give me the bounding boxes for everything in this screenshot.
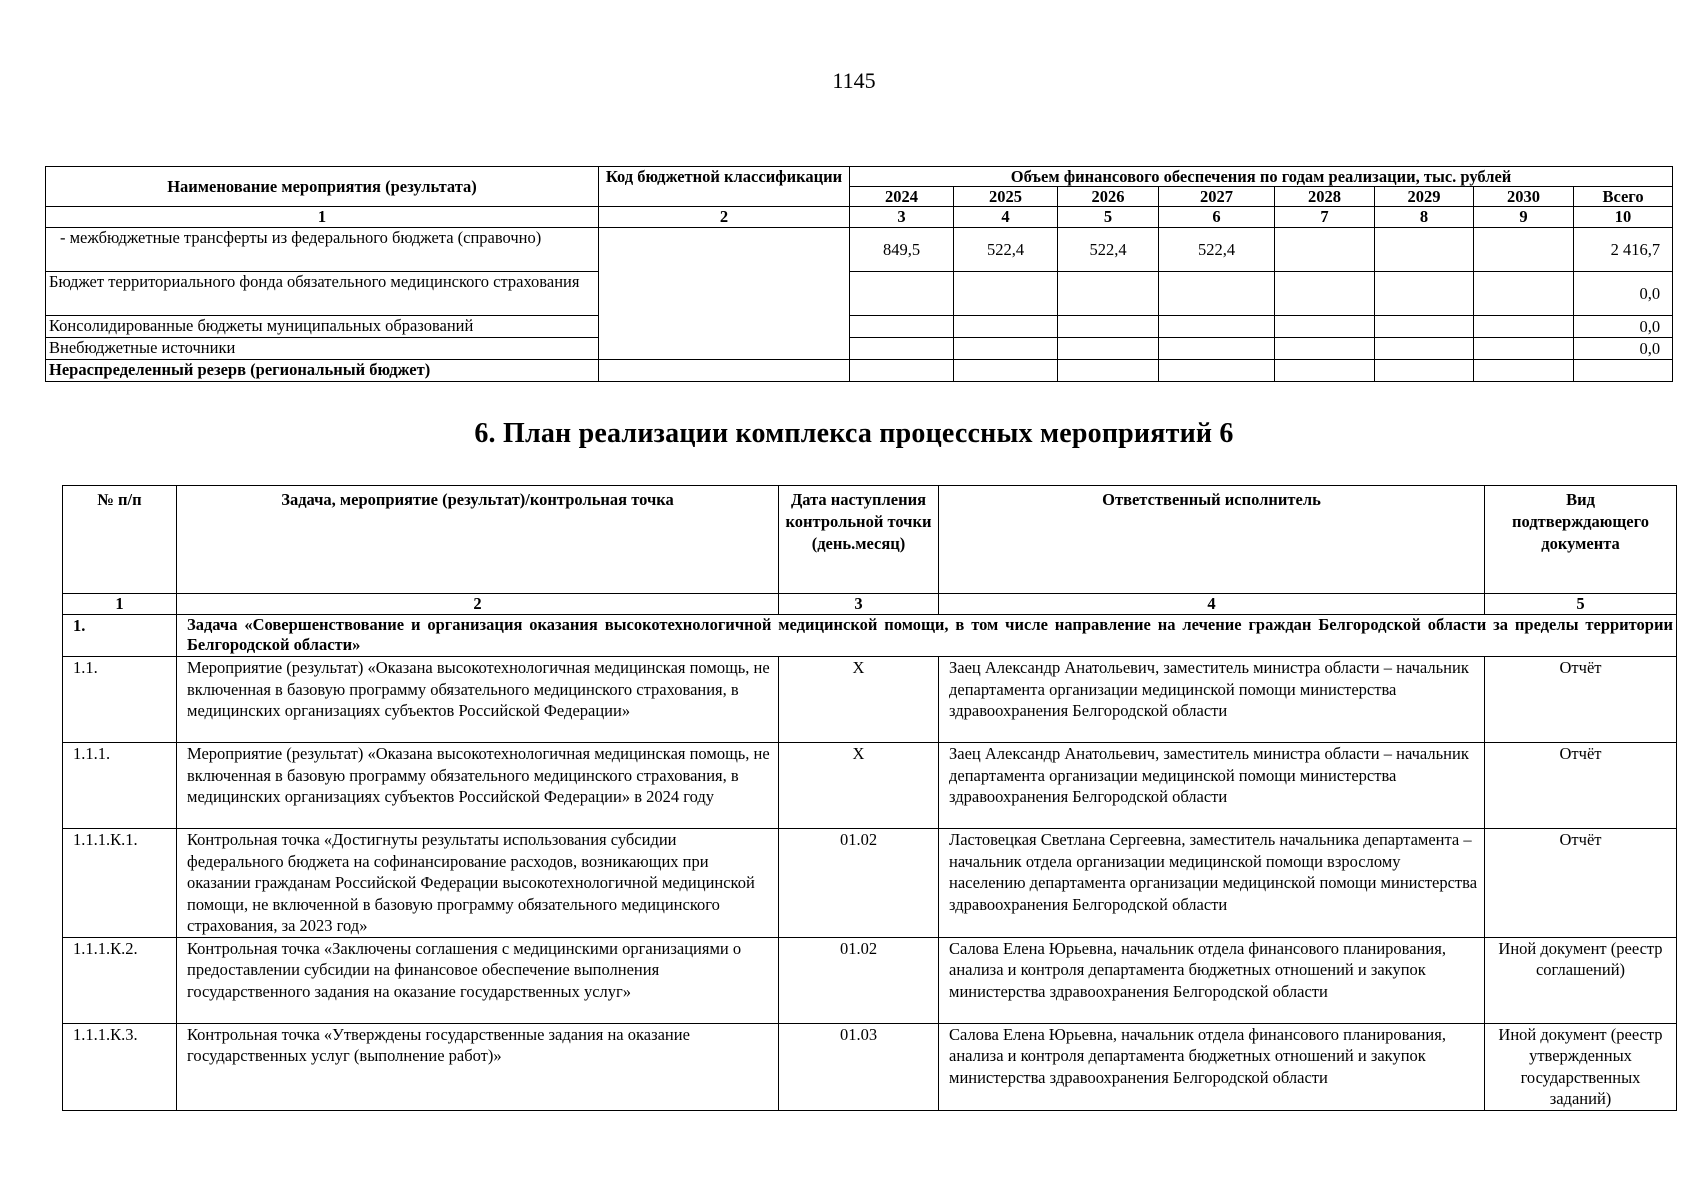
fin-header-total: Всего bbox=[1574, 187, 1673, 207]
year-value bbox=[1474, 316, 1574, 338]
row-responsible: Салова Елена Юрьевна, начальник отдела финансового планирования, анализа и контроля департамента бюджетных отношений и закупок министерства здравоохранения Белгородской области bbox=[939, 937, 1485, 1023]
row-responsible: Салова Елена Юрьевна, начальник отдела финансового планирования, анализа и контроля департамента бюджетных отношений и закупок министерства здравоохранения Белгородской области bbox=[939, 1023, 1485, 1110]
task-text: Задача «Совершенствование и организация оказания высокотехнологичной медицинской помощи, в том числе направление на лечение граждан Белгородской области за пределы территории Белгородской области» bbox=[177, 615, 1677, 657]
column-number: 6 bbox=[1159, 207, 1275, 228]
row-name: Консолидированные бюджеты муниципальных образований bbox=[46, 316, 599, 338]
column-number: 9 bbox=[1474, 207, 1574, 228]
row-number: 1.1.1.К.2. bbox=[63, 937, 177, 1023]
table-row bbox=[46, 272, 1673, 316]
table-row bbox=[63, 829, 1677, 938]
fin-header-volume: Объем финансового обеспечения по годам реализации, тыс. рублей bbox=[850, 167, 1673, 187]
year-value: 522,4 bbox=[954, 228, 1058, 272]
plan-header-number: № п/п bbox=[63, 486, 177, 594]
row-text: Контрольная точка «Утверждены государственные задания на оказание государственных услуг (выполнение работ)» bbox=[177, 1023, 779, 1110]
row-total: 0,0 bbox=[1574, 272, 1673, 316]
row-document: Отчёт bbox=[1485, 743, 1677, 829]
year-value bbox=[954, 272, 1058, 316]
task-row bbox=[63, 615, 1677, 657]
row-responsible: Ластовецкая Светлана Сергеевна, заместитель начальника департамента – начальник отдела организации медицинской помощи взрослому населению департамента организации медицинской помощи министерства здравоохранения Белгородской области bbox=[939, 829, 1485, 938]
year-value bbox=[1375, 360, 1474, 382]
year-value bbox=[850, 360, 954, 382]
row-number: 1.1. bbox=[63, 657, 177, 743]
column-number: 8 bbox=[1375, 207, 1474, 228]
fin-header-year: 2029 bbox=[1375, 187, 1474, 207]
row-date: 01.02 bbox=[779, 829, 939, 938]
table-row bbox=[46, 316, 1673, 338]
row-text: Контрольная точка «Достигнуты результаты использования субсидии федерального бюджета на софинансирование расходов, возникающих при оказании гражданам Российской Федерации высокотехнологичной медицинской помощи, не включенной в базовую программу обязательного медицинского страхования, за 2023 год» bbox=[177, 829, 779, 938]
fin-header-year: 2026 bbox=[1058, 187, 1159, 207]
row-date: X bbox=[779, 743, 939, 829]
year-value bbox=[1058, 316, 1159, 338]
row-name: Бюджет территориального фонда обязательного медицинского страхования bbox=[46, 272, 599, 316]
year-value bbox=[1159, 316, 1275, 338]
year-value bbox=[1474, 360, 1574, 382]
plan-header-date: Дата наступления контрольной точки (день.месяц) bbox=[779, 486, 939, 594]
year-value: 522,4 bbox=[1159, 228, 1275, 272]
table-row bbox=[46, 360, 1673, 382]
table-row bbox=[63, 657, 1677, 743]
year-value bbox=[954, 316, 1058, 338]
row-text: Контрольная точка «Заключены соглашения с медицинскими организациями о предоставлении субсидии на финансовое обеспечение выполнения государственного задания на оказание государственных услуг» bbox=[177, 937, 779, 1023]
table-row bbox=[46, 338, 1673, 360]
fin-header-year: 2030 bbox=[1474, 187, 1574, 207]
column-number: 1 bbox=[46, 207, 599, 228]
row-total bbox=[1574, 360, 1673, 382]
row-date: X bbox=[779, 657, 939, 743]
year-value bbox=[1058, 360, 1159, 382]
plan-table bbox=[62, 485, 1677, 1111]
column-number: 4 bbox=[954, 207, 1058, 228]
year-value bbox=[1375, 272, 1474, 316]
year-value bbox=[1275, 338, 1375, 360]
year-value bbox=[1058, 338, 1159, 360]
column-number: 10 bbox=[1574, 207, 1673, 228]
plan-header-responsible: Ответственный исполнитель bbox=[939, 486, 1485, 594]
column-number: 5 bbox=[1485, 594, 1677, 615]
row-total: 2 416,7 bbox=[1574, 228, 1673, 272]
year-value bbox=[954, 360, 1058, 382]
row-total: 0,0 bbox=[1574, 338, 1673, 360]
row-document: Отчёт bbox=[1485, 829, 1677, 938]
fin-header-year: 2025 bbox=[954, 187, 1058, 207]
row-number: 1.1.1.К.1. bbox=[63, 829, 177, 938]
row-number: 1.1.1. bbox=[63, 743, 177, 829]
budget-code-cell bbox=[599, 228, 850, 360]
row-name: Внебюджетные источники bbox=[46, 338, 599, 360]
page-number: 1145 bbox=[832, 68, 876, 93]
year-value bbox=[1159, 272, 1275, 316]
year-value bbox=[954, 338, 1058, 360]
year-value bbox=[850, 338, 954, 360]
table-row bbox=[63, 743, 1677, 829]
row-date: 01.02 bbox=[779, 937, 939, 1023]
year-value bbox=[850, 316, 954, 338]
year-value bbox=[1474, 228, 1574, 272]
fin-header-name: Наименование мероприятия (результата) bbox=[46, 167, 599, 207]
row-responsible: Заец Александр Анатольевич, заместитель министра области – начальник департамента организации медицинской помощи министерства здравоохранения Белгородской области bbox=[939, 743, 1485, 829]
year-value bbox=[1375, 338, 1474, 360]
year-value bbox=[1375, 316, 1474, 338]
fin-header-year: 2024 bbox=[850, 187, 954, 207]
row-text: Мероприятие (результат) «Оказана высокотехнологичная медицинская помощь, не включенная в базовую программу обязательного медицинского страхования, в медицинских организациях субъектов Российской Федерации» bbox=[177, 657, 779, 743]
fin-header-year: 2027 bbox=[1159, 187, 1275, 207]
year-value bbox=[1275, 228, 1375, 272]
row-date: 01.03 bbox=[779, 1023, 939, 1110]
row-total: 0,0 bbox=[1574, 316, 1673, 338]
year-value bbox=[1474, 338, 1574, 360]
row-document: Отчёт bbox=[1485, 657, 1677, 743]
plan-header-task: Задача, мероприятие (результат)/контрольная точка bbox=[177, 486, 779, 594]
year-value bbox=[1275, 316, 1375, 338]
column-number: 7 bbox=[1275, 207, 1375, 228]
column-number: 5 bbox=[1058, 207, 1159, 228]
year-value bbox=[1275, 272, 1375, 316]
row-name: Нераспределенный резерв (региональный бюджет) bbox=[46, 360, 599, 382]
row-document: Иной документ (реестр утвержденных государственных заданий) bbox=[1485, 1023, 1677, 1110]
row-number: 1.1.1.К.3. bbox=[63, 1023, 177, 1110]
column-number: 4 bbox=[939, 594, 1485, 615]
year-value: 849,5 bbox=[850, 228, 954, 272]
column-number: 3 bbox=[850, 207, 954, 228]
row-responsible: Заец Александр Анатольевич, заместитель министра области – начальник департамента организации медицинской помощи министерства здравоохранения Белгородской области bbox=[939, 657, 1485, 743]
column-number: 1 bbox=[63, 594, 177, 615]
plan-header-document: Вид подтверждающего документа bbox=[1485, 486, 1677, 594]
year-value bbox=[1058, 272, 1159, 316]
row-name: - межбюджетные трансферты из федерального бюджета (справочно) bbox=[46, 228, 599, 272]
year-value bbox=[1474, 272, 1574, 316]
table-row bbox=[63, 937, 1677, 1023]
year-value bbox=[1275, 360, 1375, 382]
column-number: 2 bbox=[177, 594, 779, 615]
year-value: 522,4 bbox=[1058, 228, 1159, 272]
fin-header-code: Код бюджетной классификации bbox=[599, 167, 850, 207]
column-number: 3 bbox=[779, 594, 939, 615]
finance-table bbox=[45, 166, 1673, 382]
row-document: Иной документ (реестр соглашений) bbox=[1485, 937, 1677, 1023]
year-value bbox=[1159, 360, 1275, 382]
row-text: Мероприятие (результат) «Оказана высокотехнологичная медицинская помощь, не включенная в базовую программу обязательного медицинского страхования, в медицинских организациях субъектов Российской Федерации» в 2024 году bbox=[177, 743, 779, 829]
year-value bbox=[850, 272, 954, 316]
table-row bbox=[46, 228, 1673, 272]
section-title: 6. План реализации комплекса процессных мероприятий 6 bbox=[474, 418, 1234, 449]
year-value bbox=[1159, 338, 1275, 360]
row-number: 1. bbox=[63, 615, 177, 657]
fin-header-year: 2028 bbox=[1275, 187, 1375, 207]
year-value bbox=[1375, 228, 1474, 272]
budget-code-cell bbox=[599, 360, 850, 382]
table-row bbox=[63, 1023, 1677, 1110]
column-number: 2 bbox=[599, 207, 850, 228]
